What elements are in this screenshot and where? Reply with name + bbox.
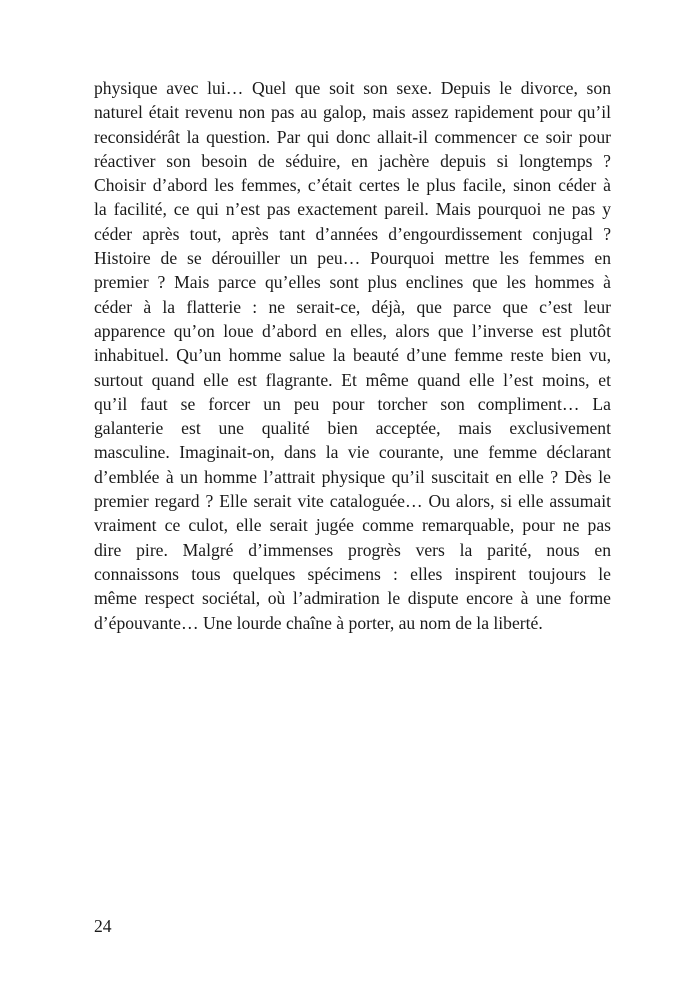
text-line: d’emblée à un homme l’attrait physique qu’il suscitait en elle ? Dès le — [94, 466, 611, 487]
text-line: dire pire. Malgré d’immenses progrès vers la parité, nous en — [94, 539, 611, 560]
text-line: reconsidérât la question. Par qui donc allait-il commencer ce soir pour — [94, 126, 611, 147]
text-line: inhabituel. Qu’un homme salue la beauté d’une femme reste bien vu, — [94, 345, 611, 366]
text-line: premier regard ? Elle serait vite cataloguée… Ou alors, si elle assumait — [94, 491, 611, 512]
text-line: naturel était revenu non pas au galop, mais assez rapidement pour qu’il — [94, 102, 611, 123]
text-line: Histoire de se dérouiller un peu… Pourquoi mettre les femmes en — [94, 248, 611, 269]
text-line-last: d’épouvante… Une lourde chaîne à porter, au nom de la liberté. — [94, 612, 543, 633]
text-line: apparence qu’on loue d’abord en elles, alors que l’inverse est plutôt — [94, 320, 611, 341]
text-line: galanterie est une qualité bien acceptée, mais exclusivement — [94, 418, 611, 439]
text-line: vraiment ce culot, elle serait jugée comme remarquable, pour ne pas — [94, 515, 611, 536]
text-line: surtout quand elle est flagrante. Et même quand elle l’est moins, et — [94, 369, 611, 390]
text-line: la facilité, ce qui n’est pas exactement pareil. Mais pourquoi ne pas y — [94, 199, 611, 220]
text-line: premier ? Mais parce qu’elles sont plus enclines que les hommes à — [94, 272, 611, 293]
text-line: céder après tout, après tant d’années d’engourdissement conjugal ? — [94, 223, 611, 244]
text-line: Choisir d’abord les femmes, c’était certes le plus facile, sinon céder à — [94, 175, 611, 196]
text-line: même respect sociétal, où l’admiration le dispute encore à une forme — [94, 588, 611, 609]
text-line: physique avec lui… Quel que soit son sexe. Depuis le divorce, son — [94, 78, 611, 98]
text-line: céder à la flatterie : ne serait-ce, déjà, que parce que c’est leur — [94, 296, 611, 317]
text-line: masculine. Imaginait-on, dans la vie courante, une femme déclarant — [94, 442, 611, 463]
text-line: connaissons tous quelques spécimens : elles inspirent toujours le — [94, 563, 611, 584]
text-line: qu’il faut se forcer un peu pour torcher son compliment… La — [94, 393, 611, 414]
page-number: 24 — [94, 916, 112, 936]
text-line: réactiver son besoin de séduire, en jachère depuis si longtemps ? — [94, 150, 611, 171]
body-paragraph — [94, 76, 611, 635]
